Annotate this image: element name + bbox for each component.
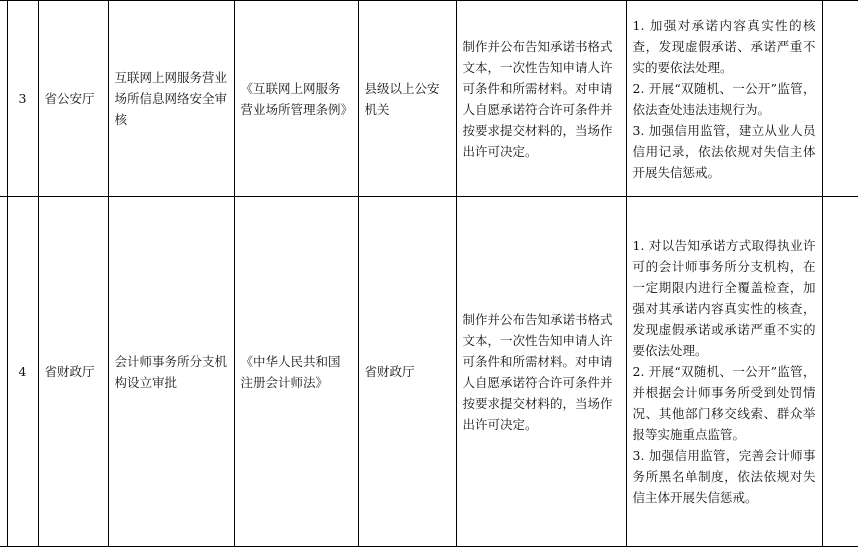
row-number: 3 (7, 1, 38, 197)
authority-cell: 省财政厅 (358, 197, 456, 547)
authority-cell: 县级以上公安机关 (358, 1, 456, 197)
table-row (0, 1, 858, 197)
item-cell: 会计师事务所分支机构设立审批 (108, 197, 234, 547)
row-edge-cell (0, 1, 7, 197)
remarks-cell (822, 1, 858, 197)
measures-cell (626, 197, 822, 547)
table-row (0, 197, 858, 547)
measure-item: 3. 加强信用监管，完善会计师事务所黑名单制度，依法依规对失信主体开展失信惩戒。 (632, 448, 816, 505)
measure-item: 3. 加强信用监管，建立从业人员信用记录，依法依规对失信主体开展失信惩戒。 (632, 122, 816, 180)
measures-cell (626, 1, 822, 197)
measure-item: 1. 加强对承诺内容真实性的核查，发现虚假承诺、承诺严重不实的要依法处理。 (632, 17, 816, 75)
remarks-cell (822, 197, 858, 547)
item-cell: 互联网上网服务营业场所信息网络安全审核 (108, 1, 234, 197)
method-cell: 制作并公布告知承诺书格式文本，一次性告知申请人许可条件和所需材料。对申请人自愿承诺符合许可条件并按要求提交材料的，当场作出许可决定。 (456, 1, 626, 197)
measure-item: 2. 开展“双随机、一公开”监管，并根据会计师事务所受到处罚情况、其他部门移交线索、群众举报等实施重点监管。 (632, 364, 816, 442)
department-cell: 省公安厅 (38, 1, 108, 197)
basis-cell: 《中华人民共和国注册会计师法》 (234, 197, 358, 547)
basis-cell: 《互联网上网服务营业场所管理条例》 (234, 1, 358, 197)
row-number: 4 (7, 197, 38, 547)
row-edge-cell (0, 197, 7, 547)
measure-item: 1. 对以告知承诺方式取得执业许可的会计师事务所分支机构，在一定期限内进行全覆盖检查，加强对其承诺内容真实性的核查，发现虚假承诺或承诺严重不实的要依法处理。 (632, 238, 816, 358)
measure-item: 2. 开展“双随机、一公开”监管，依法查处违法违规行为。 (632, 80, 816, 117)
department-cell: 省财政厅 (38, 197, 108, 547)
method-cell: 制作并公布告知承诺书格式文本，一次性告知申请人许可条件和所需材料。对申请人自愿承诺符合许可条件并按要求提交材料的，当场作出许可决定。 (456, 197, 626, 547)
